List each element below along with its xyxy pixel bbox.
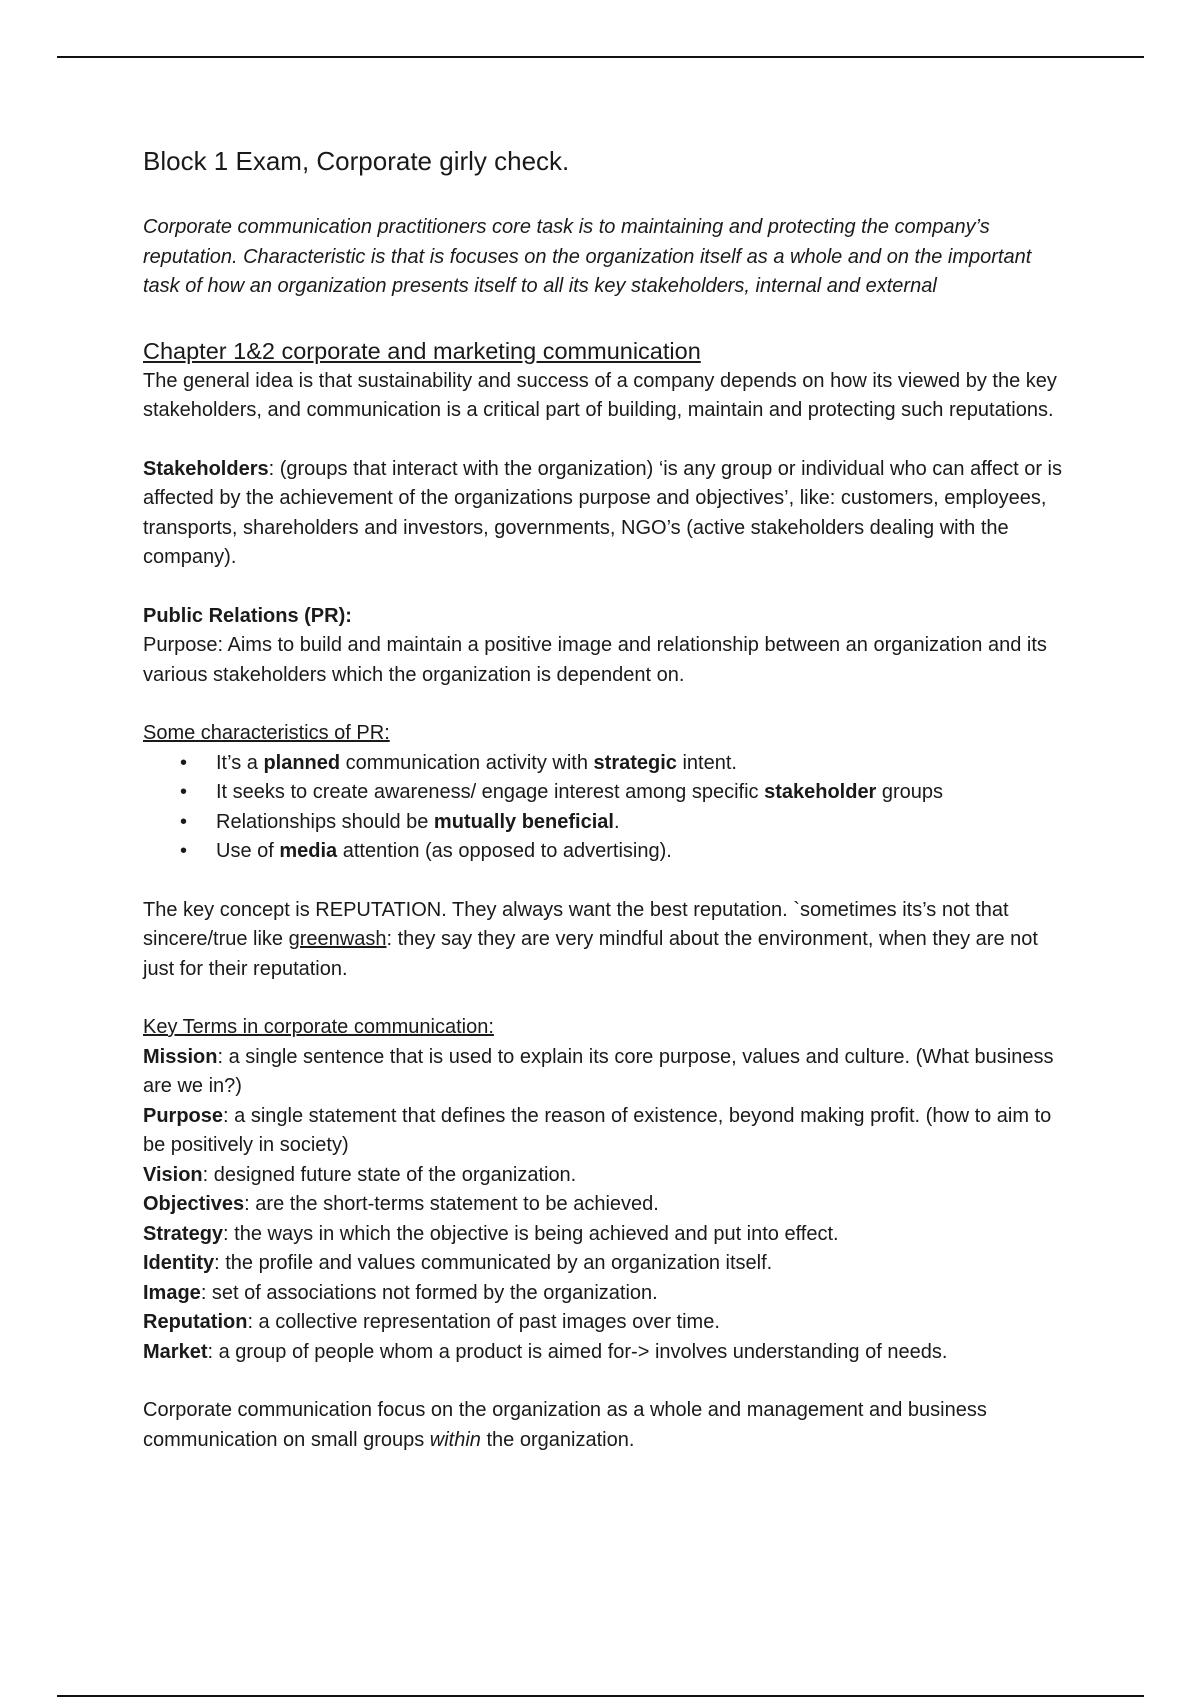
pr-purpose: Purpose: Aims to build and maintain a positive image and relationship between an organization and its various stakeholders which the organization is dependent on.	[143, 634, 1047, 686]
list-item: • It seeks to create awareness/ engage interest among specific stakeholder groups	[143, 778, 1063, 808]
list-item: • Use of media attention (as opposed to advertising).	[143, 837, 1063, 867]
closing-paragraph: Corporate communication focus on the organization as a whole and management and business communication on small groups within the organization.	[143, 1399, 987, 1451]
stakeholders-term: Stakeholders	[143, 457, 269, 480]
list-item: • It’s a planned communication activity with strategic intent.	[143, 749, 1063, 779]
document-title: Block 1 Exam, Corporate girly check.	[143, 146, 570, 176]
bullet-icon: •	[180, 781, 188, 803]
bullet-icon: •	[180, 840, 188, 862]
list-item: Image: set of associations not formed by the organization.	[143, 1281, 658, 1304]
characteristics-list	[143, 749, 1063, 867]
pr-heading: Public Relations (PR):	[143, 604, 352, 627]
list-item: Vision: designed future state of the organization.	[143, 1163, 577, 1186]
reputation-paragraph: The key concept is REPUTATION. They always want the best reputation. `sometimes its’s not that sincere/true like greenwash: they say they are very mindful about the environment, when they are not just for their reputation.	[143, 898, 1038, 980]
list-item: Reputation: a collective representation of past images over time.	[143, 1311, 720, 1333]
list-item: • Relationships should be mutually beneficial.	[143, 808, 1063, 838]
characteristics-heading: Some characteristics of PR:	[143, 722, 390, 744]
list-item: Market: a group of people whom a product is aimed for-> involves understanding of needs.	[143, 1340, 948, 1363]
stakeholders-paragraph: Stakeholders: (groups that interact with the organization) ‘is any group or individual who can affect or is affected by the achievement of the organizations purpose and objectives’, like: customers, employees, transports, shareholders and investors, governments, NGO’s (active stakeholders dealing with the company).	[143, 457, 1062, 568]
greenwash-term: greenwash	[288, 928, 387, 950]
list-item: Purpose: a single statement that defines the reason of existence, beyond making profit. (how to aim to be positively in society)	[143, 1104, 1052, 1156]
bullet-icon: •	[180, 810, 188, 833]
footer-rule	[57, 1695, 1144, 1697]
intro-paragraph: Corporate communication practitioners core task is to maintaining and protecting the company’s reputation. Characteristic is that is focuses on the organization itself as a whole and on the important task of how an organization presents itself to all its key stakeholders, internal and external	[143, 216, 1032, 297]
chapter-heading: Chapter 1&2 corporate and marketing communication	[143, 337, 701, 364]
document-body	[143, 144, 1063, 1455]
list-item: Strategy: the ways in which the objective is being achieved and put into effect.	[143, 1222, 839, 1245]
list-item: Mission: a single sentence that is used to explain its core purpose, values and culture. (What business are we in?)	[143, 1045, 1054, 1097]
header-rule	[57, 56, 1144, 58]
list-item: Objectives: are the short-terms statement to be achieved.	[143, 1193, 659, 1215]
list-item: Identity: the profile and values communicated by an organization itself.	[143, 1252, 773, 1274]
key-terms-list	[143, 1043, 1063, 1368]
key-terms-heading: Key Terms in corporate communication:	[143, 1016, 494, 1038]
chapter-paragraph: The general idea is that sustainability and success of a company depends on how its viewed by the key stakeholders, and communication is a critical part of building, maintain and protecting such reputations.	[143, 369, 1057, 421]
bullet-icon: •	[180, 751, 188, 774]
